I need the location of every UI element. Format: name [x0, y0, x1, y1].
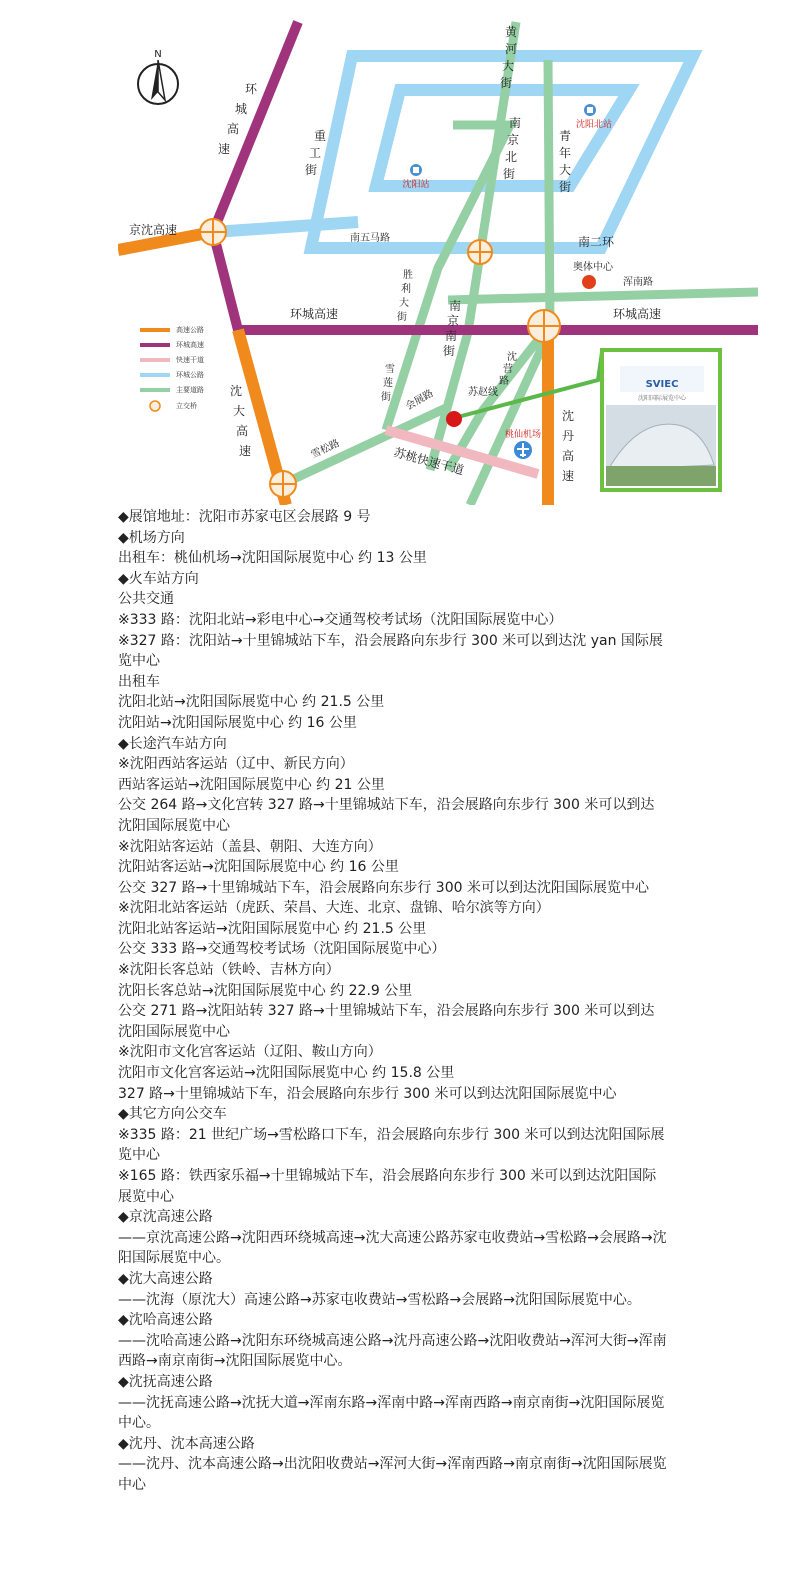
road-label-shendan: 沈丹高速 [561, 409, 575, 483]
direction-line: ※沈阳市文化宫客运站（辽阳、鞍山方向） [118, 1044, 382, 1061]
airport-icon [514, 441, 532, 459]
road-label-qingnian: 青年大街 [558, 129, 572, 194]
road-label-huizhan: 会展路 [404, 388, 436, 413]
venue-logo: SVIEC [645, 379, 679, 390]
section-heading: ◆沈大高速公路 [118, 1270, 213, 1287]
direction-line: ——沈丹、沈本高速公路→出沈阳收费站→浑河大街→浑南西路→南京南街→沈阳国际展览中心 [118, 1456, 667, 1493]
road-label-sutao: 苏桃快速干道 [392, 445, 466, 478]
road-label-xuelian: 雪莲街 [381, 364, 395, 403]
direction-line: ※333 路：沈阳北站→彩电中心→交通驾校考试场（沈阳国际展览中心） [118, 611, 563, 628]
venue-caption: 沈阳国际展览中心 [637, 395, 687, 402]
road-label-xuesong: 雪松路 [309, 438, 342, 461]
shenyang-station-label: 沈阳站 [402, 180, 430, 190]
venue-marker [446, 411, 462, 427]
map-legend [140, 325, 204, 411]
interchanges [200, 219, 560, 497]
shenyang-north-label: 沈阳北站 [575, 120, 613, 130]
directions-text [118, 507, 668, 1496]
road-label-nanjing-north: 南京北街 [502, 116, 522, 181]
road-label-nanwuma: 南五马路 [350, 233, 390, 244]
interchange-icon [468, 240, 492, 264]
railway-station-icon [584, 104, 596, 116]
direction-line: ※335 路：21 世纪广场→雪松路口下车，沿会展路向东步行 300 米可以到达沈阳国际展览中心 [118, 1126, 665, 1164]
road-label-huancheng-mid: 环城高速 [290, 307, 339, 321]
direction-line: 沈阳站客运站→沈阳国际展览中心 约 16 公里 [118, 859, 399, 876]
section-heading: ◆沈抚高速公路 [118, 1373, 213, 1390]
interchange-icon [528, 310, 560, 342]
direction-line: ※327 路：沈阳站→十里锦城站下车，沿会展路向东步行 300 米可以到达沈 yan 国际展览中心 [118, 632, 663, 670]
direction-line: ——沈抚高速公路→沈抚大道→浑南东路→浑南中路→浑南西路→南京南街→沈阳国际展览中心。 [118, 1394, 665, 1432]
road-label-shenyun: 沈营路 [499, 352, 517, 387]
road-label-suzhao: 苏赵线 [468, 387, 498, 398]
interchange-icon [200, 219, 226, 245]
road-label-shenda: 沈大高速 [229, 384, 252, 458]
olympic-center-label: 奥体中心 [573, 262, 613, 273]
legend-item: 环城高速 [176, 341, 204, 349]
road-label-shengli: 胜利大街 [397, 270, 413, 323]
legend-item: 快速干道 [176, 356, 204, 364]
direction-line: ※165 路：铁西家乐福→十里锦城站下车，沿会展路向东步行 300 米可以到达沈阳国际展览中心 [118, 1168, 657, 1205]
direction-line: 公交 264 路→文化宫转 327 路→十里锦城站下车，沿会展路向东步行 300 米可以到达沈阳国际展览中心 [118, 797, 655, 834]
north-label: N [154, 49, 162, 60]
direction-line: 沈阳市文化宫客运站→沈阳国际展览中心 约 15.8 公里 [118, 1065, 455, 1082]
direction-line: 公交 271 路→沈阳站转 327 路→十里锦城站下车，沿会展路向东步行 300 米可以到达沈阳国际展览中心 [118, 1003, 655, 1040]
road-label-nanerhuan: 南二环 [578, 235, 615, 249]
direction-line: 沈阳北站→沈阳国际展览中心 约 21.5 公里 [118, 694, 385, 711]
section-heading: ◆京沈高速公路 [118, 1209, 213, 1226]
section-heading: ◆沈哈高速公路 [118, 1312, 213, 1329]
section-heading: ◆机场方向 [118, 529, 185, 546]
legend-item: 主要道路 [176, 386, 204, 394]
direction-line: 327 路→十里锦城站下车，沿会展路向东步行 300 米可以到达沈阳国际展览中心 [118, 1085, 617, 1102]
road-label-huancheng-left: 环城高速 [217, 82, 258, 156]
interchange-icon [270, 471, 296, 497]
north-arrow-icon [138, 49, 178, 104]
direction-line: 沈阳站→沈阳国际展览中心 约 16 公里 [118, 714, 357, 731]
road-label-huancheng-right: 环城高速 [613, 307, 662, 321]
direction-line: 沈阳长客总站→沈阳国际展览中心 约 22.9 公里 [118, 982, 413, 999]
direction-line: ※沈阳站客运站（盖县、朝阳、大连方向） [118, 838, 382, 855]
direction-line: ——沈海（原沈大）高速公路→苏家屯收费站→雪松路→会展路→沈阳国际展览中心。 [118, 1291, 641, 1308]
road-label-jingshen: 京沈高速 [129, 223, 178, 237]
direction-line: 出租车 [118, 673, 160, 690]
olympic-center-marker [582, 275, 596, 289]
section-heading: ◆长途汽车站方向 [118, 735, 227, 752]
direction-line: 沈阳北站客运站→沈阳国际展览中心 约 21.5 公里 [118, 920, 427, 937]
venue-photo [602, 350, 720, 490]
section-heading: ◆沈丹、沈本高速公路 [118, 1435, 255, 1452]
railway-station-icon [410, 164, 422, 176]
legend-item: 高速公路 [176, 326, 204, 334]
direction-line: 西站客运站→沈阳国际展览中心 约 21 公里 [118, 776, 385, 793]
road-label-hunnan: 浑南路 [623, 277, 653, 288]
legend-item: 立交桥 [176, 402, 197, 410]
direction-line: ——京沈高速公路→沈阳西环绕城高速→沈大高速公路苏家屯收费站→雪松路→会展路→沈阳国际展览中心。 [118, 1229, 667, 1267]
direction-line: 出租车：桃仙机场→沈阳国际展览中心 约 13 公里 [118, 550, 427, 567]
airport-label: 桃仙机场 [504, 430, 542, 440]
section-heading: ◆火车站方向 [118, 570, 199, 587]
road-label-huanghe: 黄河大街 [499, 25, 518, 90]
direction-line: 公交 333 路→交通驾校考试场（沈阳国际展览中心） [118, 941, 446, 958]
direction-line: ——沈哈高速公路→沈阳东环绕城高速公路→沈丹高速公路→沈阳收费站→浑河大街→浑南西路→南京南街→沈阳国际展览中心。 [118, 1332, 667, 1370]
location-map [118, 0, 758, 505]
direction-line: ※沈阳北站客运站（虎跃、荣昌、大连、北京、盘锦、哈尔滨等方向） [118, 900, 550, 917]
legend-item: 环城公路 [176, 371, 204, 379]
direction-line: 公共交通 [118, 591, 174, 608]
direction-line: ※沈阳西站客运站（辽中、新民方向） [118, 756, 354, 773]
section-heading: ◆其它方向公交车 [118, 1106, 227, 1123]
ring-road-west-link [214, 222, 358, 232]
section-heading: ◆展馆地址：沈阳市苏家屯区会展路 9 号 [118, 509, 371, 525]
direction-line: 公交 327 路→十里锦城站下车，沿会展路向东步行 300 米可以到达沈阳国际展览中心 [118, 879, 649, 896]
map-svg [118, 0, 758, 505]
direction-line: ※沈阳长客总站（铁岭、吉林方向） [118, 962, 340, 979]
road-label-zhonggong: 重工街 [304, 129, 327, 177]
road-label-nanjing-south: 南京南街 [442, 299, 462, 358]
